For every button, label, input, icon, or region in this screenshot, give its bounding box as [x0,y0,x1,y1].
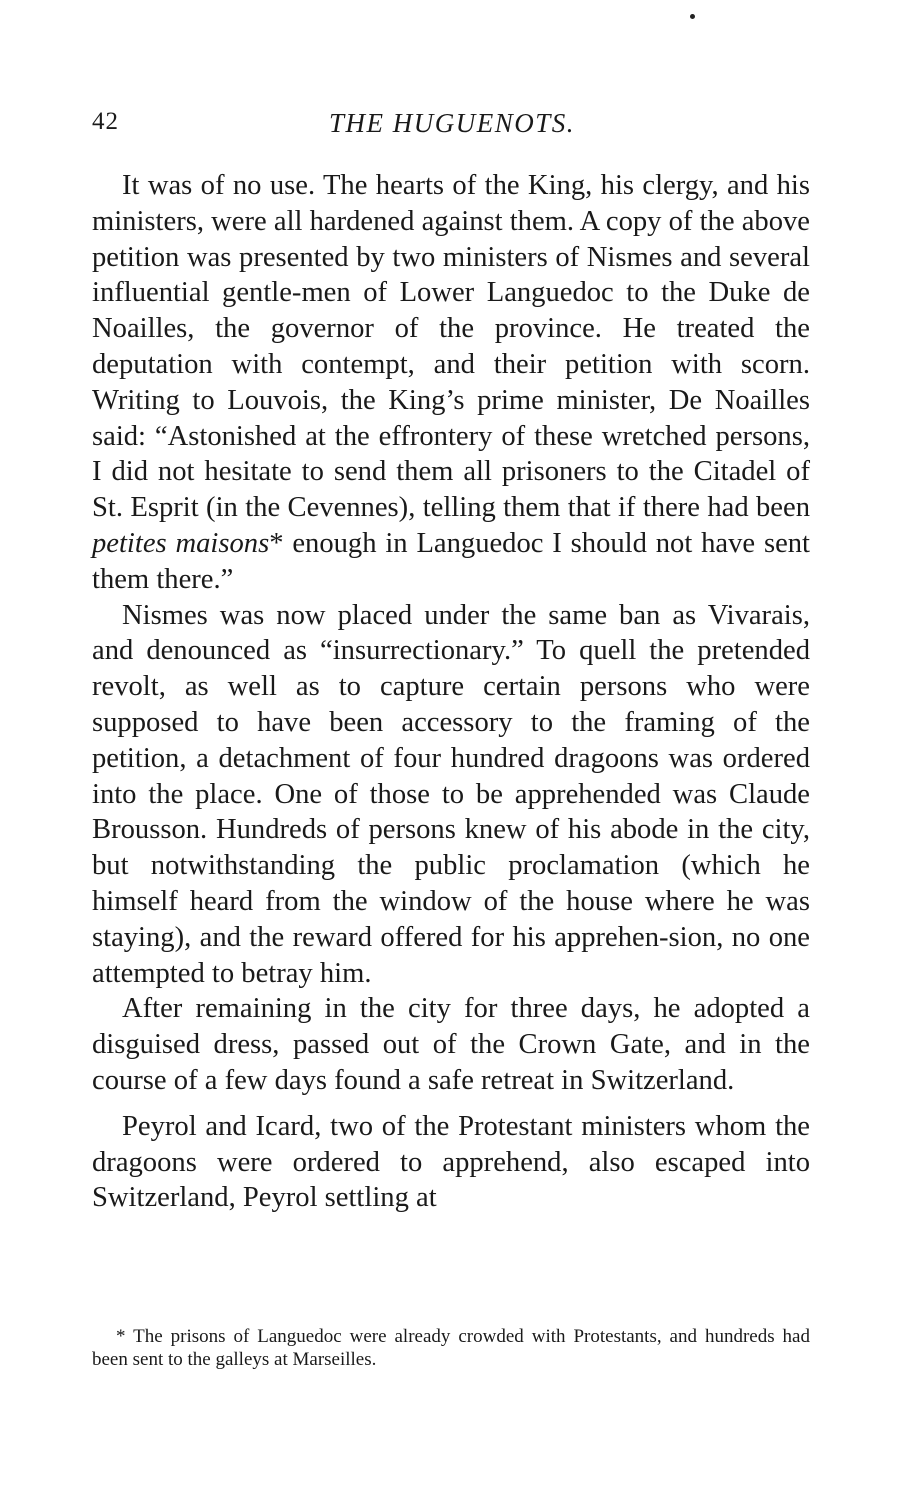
paragraph-1-before: It was of no use. The hearts of the King, his clergy, and his ministers, were all hardened against them. A copy of the above petition was presented by two ministers of Nismes and several influential gentle-men of Lower Languedoc to the Duke de Noailles, the governor of the province. He treated the deputation with contempt, and their petition with scorn. Writing to Louvois, the King’s prime minister, De Noailles said: “Astonished at the effrontery of these wretched persons, I did not hesitate to send them all prisoners to the Citadel of St. Esprit (in the Cevennes), telling them that if there had been [92,170,810,524]
book-title: THE HUGUENOTS. [328,108,576,138]
paragraph-1-italic-phrase: petites maisons [92,527,270,559]
running-head [92,108,812,144]
footnote-text: * The prisons of Languedoc were already crowded with Protestants, and hundreds had been sent to the galleys at Marseilles. [92,1326,810,1370]
ink-speck [690,14,695,19]
paragraph-2: Nismes was now placed under the same ban as Vivarais, and denounced as “insurrectionary.” To quell the pretended revolt, as well as to capture certain persons who were supposed to have been accessory to the framing of the petition, a detachment of four hundred dragoons was ordered into the place. One of those to be apprehended was Claude Brousson. Hundreds of persons knew of his abode in the city, but notwithstanding the public proclamation (which he himself heard from the window of the house where he was staying), and the reward offered for his apprehen-sion, no one attempted to betray him. [92,599,810,989]
body-text [92,168,810,1216]
paragraph-3: After remaining in the city for three days, he adopted a disguised dress, passed out of the Crown Gate, and in the course of a few days found a safe retreat in Switzerland. [92,993,810,1096]
footnote [92,1325,810,1371]
paragraph-1-after: * enough in Languedoc I should not have sent them there.” [92,527,810,595]
paragraph-1 [92,168,810,598]
page-number: 42 [92,108,119,135]
paragraph-4: Peyrol and Icard, two of the Protestant ministers whom the dragoons were ordered to apprehend, also escaped into Switzerland, Peyrol settling at [92,1110,810,1214]
